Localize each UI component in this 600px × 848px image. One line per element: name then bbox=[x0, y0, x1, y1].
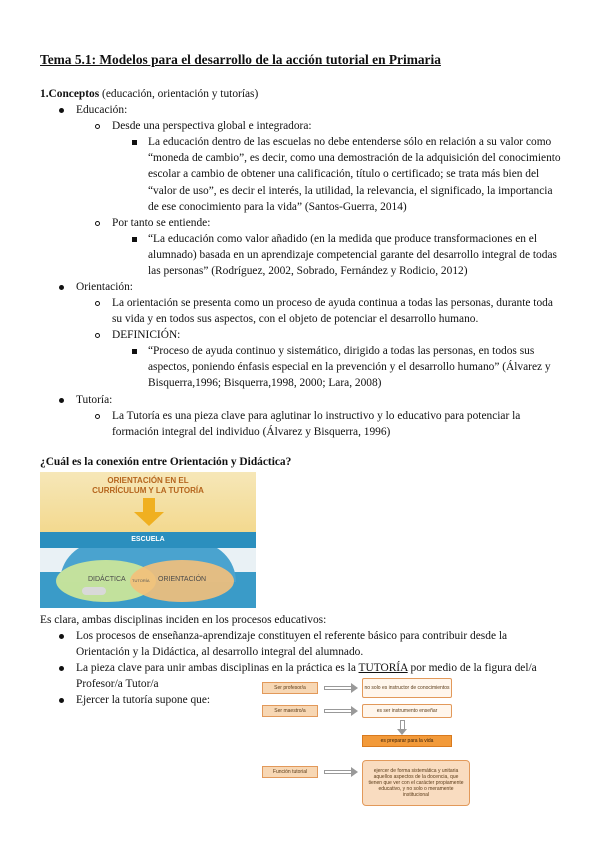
figure-title bbox=[40, 476, 256, 496]
arrow-right-icon bbox=[324, 770, 352, 774]
escuela-label: ESCUELA bbox=[131, 536, 165, 543]
page-title: Tema 5.1: Modelos para el desarrollo de la acción tutorial en Primaria bbox=[40, 52, 441, 67]
educacion-label: Educación: bbox=[76, 104, 128, 116]
bullet-icon bbox=[59, 285, 64, 290]
orientacion-item1: La orientación se presenta como un proceso de ayuda continua a todas las personas, durante toda su vida y en todos sus aspectos, con el objeto de potenciar el desarrollo humano. bbox=[112, 297, 553, 326]
orientation-curriculum-figure bbox=[40, 472, 256, 608]
tutoria-label: TUTORÍA bbox=[132, 578, 150, 583]
question-heading: ¿Cuál es la conexión entre Orientación y Didáctica? bbox=[40, 456, 292, 468]
tutoria-item1: La Tutoría es una pieza clave para aglutinar lo instructivo y lo educativo para potenciar la formación integral del individuo (Álvarez y Bisquerra, 1996) bbox=[112, 410, 521, 439]
educacion-quote-1: La educación dentro de las escuelas no debe entenderse sólo en relación a su valor como “moneda de cambio”, es decir, como una demostración de la adquisición del conocimiento escolar a cambio de obtener una calificación, título o certificado; se trata más bien del “valor de uso”, es decir el interés, la utilidad, la relevancia, el significado, la importancia de ese conocimiento para la vida” (Santos-Guerra, 2014) bbox=[148, 136, 561, 213]
bullet-icon bbox=[59, 634, 64, 639]
bullet-text-2-emphasis: TUTORÍA bbox=[358, 662, 408, 674]
educacion-quote-2: “La educación como valor añadido (en la medida que produce transformaciones en el alumnado) basada en un aprendizaje competencial garante del desarrollo integral de todas las personas” (Rodríguez, 2002, Sobrado, Fernández y Rodicio, 2012) bbox=[148, 233, 557, 278]
square-bullet-icon bbox=[132, 349, 137, 354]
bullet-icon bbox=[59, 666, 64, 671]
section-subtitle: (educación, orientación y tutorías) bbox=[99, 88, 259, 100]
figure-pill bbox=[82, 587, 106, 595]
educacion-item2-label: Por tanto se entiende: bbox=[112, 217, 211, 229]
down-arrow-head-icon bbox=[134, 512, 164, 526]
bullet-text-2-post: por medio de la figura del/a Profesor/a Tutor/a bbox=[76, 662, 537, 691]
tutoria-label: Tutoría: bbox=[76, 394, 113, 406]
educacion-item1-label: Desde una perspectiva global e integradora: bbox=[112, 120, 312, 132]
orientacion-label: Orientación: bbox=[76, 281, 133, 293]
circle-bullet-icon bbox=[95, 333, 100, 338]
conclusion-text: Es clara, ambas disciplinas inciden en los procesos educativos: bbox=[40, 614, 327, 626]
square-bullet-icon bbox=[132, 140, 137, 145]
ejercer-box: ejercer de forma sistemática y unitaria aquellos aspectos de la docencia, que tienen que ver con el carácter propiamente educativo, y no solo o meramente institucional bbox=[362, 760, 470, 806]
circle-bullet-icon bbox=[95, 414, 100, 419]
ser-maestro-box: Ser maestro/a bbox=[262, 705, 318, 717]
bullet-icon bbox=[59, 698, 64, 703]
section-number: 1. bbox=[40, 88, 49, 100]
didactica-label: DIDÁCTICA bbox=[88, 576, 126, 583]
arrow-right-icon bbox=[324, 686, 352, 690]
orientacion-definicion-label: DEFINICIÓN: bbox=[112, 329, 181, 341]
down-arrow-icon bbox=[143, 498, 155, 512]
arrow-head-icon bbox=[351, 767, 358, 777]
preparar-vida-box: es preparar para la vida bbox=[362, 735, 452, 747]
circle-bullet-icon bbox=[95, 124, 100, 129]
section-heading bbox=[40, 86, 258, 102]
arrow-head-icon bbox=[351, 683, 358, 693]
figure-title-line-2: CURRÍCULUM Y LA TUTORÍA bbox=[92, 486, 204, 495]
circle-bullet-icon bbox=[95, 301, 100, 306]
circle-bullet-icon bbox=[95, 221, 100, 226]
bullet-text-1: Los procesos de enseñanza-aprendizaje constituyen el referente básico para contribuir desde la Orientación y la Didáctica, al desarrollo integral del alumnado. bbox=[76, 630, 508, 659]
orientacion-definicion-quote: “Proceso de ayuda continuo y sistemático, dirigido a todas las personas, en todos sus aspectos, poniendo énfasis especial en la prevención y el desarrollo humano” (Álvarez y Bisquerra,1996; Bisquerra,1998, 2000; Lara, 2008) bbox=[148, 345, 551, 390]
square-bullet-icon bbox=[132, 237, 137, 242]
bullet-text-2-pre: La pieza clave para unir ambas disciplinas en la práctica es la bbox=[76, 662, 359, 674]
arrow-down-icon bbox=[400, 720, 405, 729]
bullet-icon bbox=[59, 108, 64, 113]
figure-title-line-1: ORIENTACIÓN EN EL bbox=[107, 476, 189, 485]
funcion-tutorial-box: Función tutorial bbox=[262, 766, 318, 778]
instrumento-box: es ser instrumento enseñar bbox=[362, 704, 452, 718]
bullet-icon bbox=[59, 398, 64, 403]
ser-profesor-box: Ser profesor/a bbox=[262, 682, 318, 694]
orientacion-figure-label: ORIENTACIÓN bbox=[158, 576, 207, 583]
arrow-right-icon bbox=[324, 709, 352, 713]
section-title: Conceptos bbox=[48, 88, 100, 100]
arrow-head-icon bbox=[351, 706, 358, 716]
bullet-text-3: Ejercer la tutoría supone que: bbox=[76, 694, 211, 706]
instructor-box: no solo es instructor de conocimientos bbox=[362, 678, 452, 698]
